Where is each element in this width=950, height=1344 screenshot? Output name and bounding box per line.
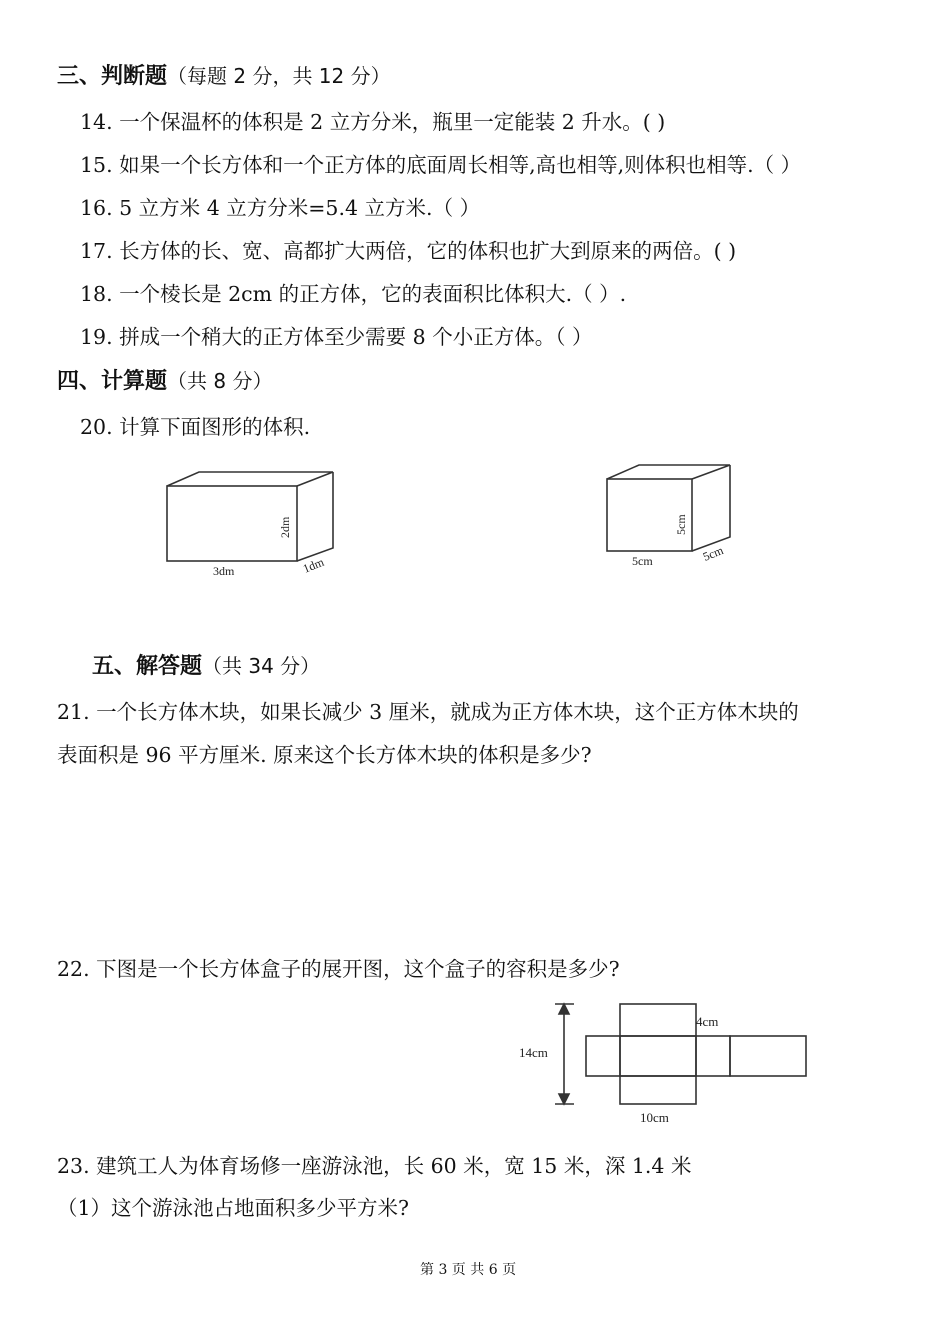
question-22: 22. 下图是一个长方体盒子的展开图，这个盒子的容积是多少? <box>57 957 620 981</box>
question-17: 17. 长方体的长、宽、高都扩大两倍，它的体积也扩大到原来的两倍。( ) <box>80 239 737 263</box>
section4-heading <box>57 371 272 393</box>
question-18: 18. 一个棱长是 2cm 的正方体，它的表面积比体积大.（ ）. <box>80 282 627 306</box>
question-15: 15. 如果一个长方体和一个正方体的底面周长相等,高也相等,则体积也相等.（ ） <box>80 153 802 177</box>
cuboid-height-label: 2dm <box>278 516 292 538</box>
cuboid-side-face <box>297 472 333 561</box>
arrow-down-icon <box>559 1094 569 1104</box>
box-net-figure <box>510 998 820 1130</box>
cube-width-label: 5cm <box>700 543 726 564</box>
net-front-face <box>620 1076 696 1104</box>
net-right-face <box>696 1036 730 1076</box>
cube-length-label: 5cm <box>632 554 653 568</box>
net-height-label: 14cm <box>519 1045 548 1060</box>
section5-heading <box>92 656 320 678</box>
cuboid-figure <box>150 460 360 585</box>
net-bottom-width-label: 10cm <box>640 1110 669 1125</box>
arrow-up-icon <box>559 1004 569 1014</box>
section3-title: 三、判断题 <box>57 64 168 89</box>
cuboid-width-label: 1dm <box>300 554 326 576</box>
cube-figure <box>590 455 750 575</box>
section4-title: 四、计算题 <box>57 369 168 394</box>
cube-side-face <box>692 465 730 551</box>
net-top-face <box>620 1004 696 1036</box>
section4-note: （共 8 分） <box>167 369 273 393</box>
cube-top-face <box>607 465 730 479</box>
section3-heading <box>57 66 391 88</box>
question-21-line1: 21. 一个长方体木块，如果长减少 3 厘米，就成为正方体木块，这个正方体木块的 <box>57 700 799 724</box>
net-left-face <box>586 1036 620 1076</box>
question-20: 20. 计算下面图形的体积. <box>80 415 311 439</box>
question-23: 23. 建筑工人为体育场修一座游泳池，长 60 米，宽 15 米，深 1.4 米 <box>57 1154 692 1178</box>
net-bottom-face <box>620 1036 696 1076</box>
net-back-face <box>730 1036 806 1076</box>
section5-note: （共 34 分） <box>202 654 321 678</box>
section5-title: 五、解答题 <box>92 654 203 679</box>
cuboid-length-label: 3dm <box>213 564 235 578</box>
cuboid-top-face <box>167 472 333 486</box>
question-23-part1: （1）这个游泳池占地面积多少平方米? <box>57 1196 410 1220</box>
question-14: 14. 一个保温杯的体积是 2 立方分米，瓶里一定能装 2 升水。( ) <box>80 110 666 134</box>
question-19: 19. 拼成一个稍大的正方体至少需要 8 个小正方体。（ ） <box>80 325 593 349</box>
question-16: 16. 5 立方米 4 立方分米=5.4 立方米.（ ） <box>80 196 481 220</box>
page-number-footer: 第 3 页 共 6 页 <box>420 1262 517 1278</box>
net-top-width-label: 4cm <box>696 1014 719 1029</box>
section3-note: （每题 2 分，共 12 分） <box>167 64 391 88</box>
cube-height-label: 5cm <box>674 514 688 535</box>
question-21-line2: 表面积是 96 平方厘米. 原来这个长方体木块的体积是多少? <box>57 743 592 767</box>
